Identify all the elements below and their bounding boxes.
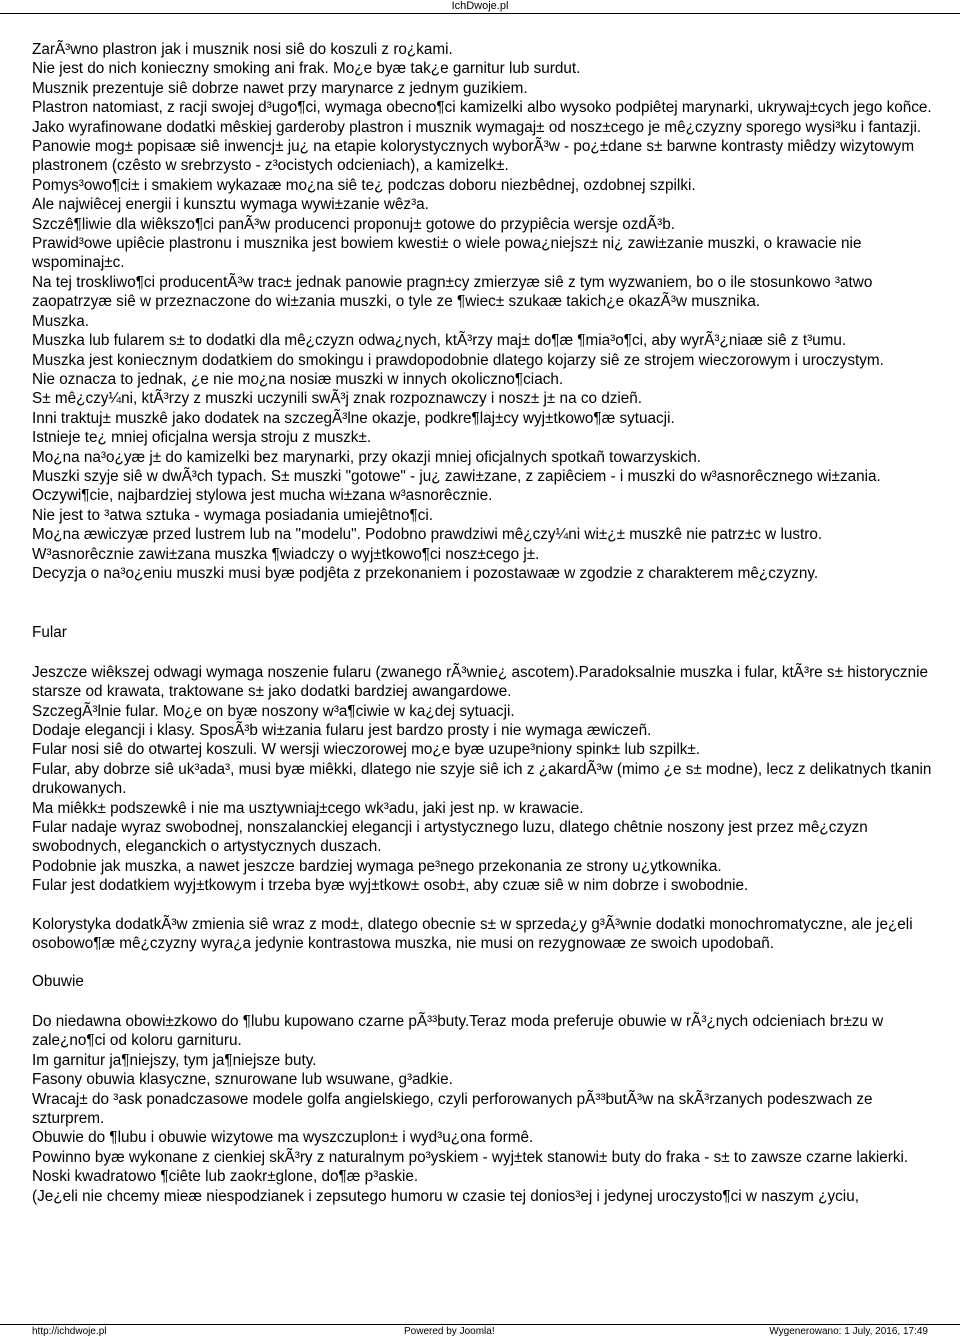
paragraph: Muszki szyje siê w dwÃ³ch typach. S± muszki "gotowe" - ju¿ zawi±zane, z zapiêciem - i muszki do w³asnorêcznego wi±zania. Oczywi¶cie, najbardziej stylowa jest mucha wi±zana w³asnorêcznie.	[32, 467, 881, 505]
page-footer	[32, 1326, 928, 1338]
section-kolorystyka	[32, 915, 942, 954]
paragraph: Powinno byæ wykonane z cienkiej skÃ³ry z naturalnym po³yskiem - wyj±tek stanowi± buty do fraka - s± to zawsze czarne lakierki.	[32, 1148, 909, 1166]
paragraph: Obuwie do ¶lubu i obuwie wizytowe ma wyszczuplon± i wyd³u¿ona formê.	[32, 1129, 534, 1147]
paragraph: Muszka jest koniecznym dodatkiem do smokingu i prawdopodobnie dlatego kojarzy siê ze strojem wieczorowym i uroczystym.	[32, 351, 884, 369]
paragraph: Fular nosi siê do otwartej koszuli. W wersji wieczorowej mo¿e byæ uzupe³niony spink± lub szpilk±.	[32, 741, 701, 759]
paragraph: Jako wyrafinowane dodatki mêskiej garderoby plastron i musznik wymagaj± od nosz±cego je mê¿czyzny sporego wysi³ku i fantazji.	[32, 118, 922, 136]
paragraph: Inni traktuj± muszkê jako dodatek na szczegÃ³lne okazje, podkre¶laj±cy wyj±tkowo¶æ sytuacji.	[32, 409, 675, 427]
paragraph: ZarÃ³wno plastron jak i musznik nosi siê do koszuli z ro¿kami.	[32, 41, 453, 58]
paragraph: Nie jest to ³atwa sztuka - wymaga posiadania umiejêtno¶ci.	[32, 506, 434, 524]
section-heading-fular: Fular	[32, 624, 67, 642]
paragraph: Istnieje te¿ mniej oficjalna wersja stroju z muszk±.	[32, 429, 372, 447]
paragraph: Mo¿na na³o¿yæ j± do kamizelki bez marynarki, przy okazji mniej oficjalnych spotkañ towarzyskich.	[32, 448, 701, 466]
header-divider	[0, 13, 960, 14]
paragraph: Fasony obuwia klasyczne, sznurowane lub wsuwane, g³adkie.	[32, 1071, 453, 1089]
paragraph: Nie oznacza to jednak, ¿e nie mo¿na nosiæ muszki w innych okoliczno¶ciach.	[32, 370, 564, 388]
paragraph: Szczê¶liwie dla wiêkszo¶ci panÃ³w producenci proponuj± gotowe do przypiêcia wersje ozdÃ³b.	[32, 215, 675, 233]
footer-powered-by: Powered by Joomla!	[404, 1326, 495, 1337]
paragraph: Podobnie jak muszka, a nawet jeszcze bardziej wymaga pe³nego przekonania ze strony u¿ytkownika.	[32, 857, 722, 875]
paragraph: Na tej troskliwo¶ci producentÃ³w trac± jednak panowie pragn±cy zmierzyæ siê z tym wyzwaniem, bo o ile stosunkowo ³atwo zaopatrzyæ siê w przeznaczone do wi±zania muszki, o tyle ze ¶wiec± szukaæ takich¿e okazÃ³w musznika.	[32, 273, 873, 311]
paragraph: Plastron natomiast, z racji swojej d³ugo¶ci, wymaga obecno¶ci kamizelki albo wysoko podpiêtej marynarki, ukrywaj±cych jego koñce.	[32, 99, 932, 117]
spacer	[32, 583, 942, 623]
spacer	[32, 643, 942, 663]
paragraph: Ma miêkk± podszewkê i nie ma usztywniaj±cego wk³adu, jaki jest np. w krawacie.	[32, 799, 584, 817]
paragraph: Kolorystyka dodatkÃ³w zmienia siê wraz z mod±, dlatego obecnie s± w sprzeda¿y g³Ã³wnie dodatki monochromatyczne, ale je¿eli osobowo¶æ mê¿czyzny wyra¿a jedynie kontrastowa muszka, nie musi on rezygnowaæ ze swoich upodobañ.	[32, 915, 913, 953]
paragraph: Pomys³owo¶ci± i smakiem wykazaæ mo¿na siê te¿ podczas doboru niezbêdnej, ozdobnej szpilki.	[32, 176, 696, 194]
site-header: IchDwoje.pl	[451, 0, 509, 12]
paragraph: Prawid³owe upiêcie plastronu i musznika jest bowiem kwesti± o wiele powa¿niejsz± ni¿ zawi±zanie muszki, o krawacie nie wspominaj±c.	[32, 235, 862, 272]
spacer	[32, 953, 942, 972]
paragraph: Ale najwiêcej energii i kunsztu wymaga wywi±zanie wêz³a.	[32, 196, 429, 214]
section-heading-obuwie: Obuwie	[32, 973, 84, 991]
footer-divider	[0, 1324, 960, 1325]
article-body	[32, 40, 942, 1206]
paragraph: Fular nadaje wyraz swobodnej, nonszalanckiej elegancji i artystycznego luzu, dlatego chêtnie noszony jest przez mê¿czyzn swobodnych, eleganckich o artystycznych duszach.	[32, 819, 868, 856]
paragraph: Mo¿na æwiczyæ przed lustrem lub na "modelu". Podobno prawdziwi mê¿czy¼ni wi±¿± muszkê nie patrz±c w lustro.	[32, 526, 823, 544]
section-obuwie	[32, 1012, 942, 1206]
paragraph: Wracaj± do ³ask ponadczasowe modele golfa angielskiego, czyli perforowanych pÃ³³butÃ³w na skÃ³rzanych podeszwach ze szturprem.	[32, 1090, 873, 1127]
paragraph: Dodaje elegancji i klasy. SposÃ³b wi±zania fularu jest bardzo prosty i nie wymaga æwiczeñ.	[32, 722, 652, 739]
paragraph: Panowie mog± popisaæ siê inwencj± ju¿ na etapie kolorystycznych wyborÃ³w - po¿±dane s± barwne kontrasty miêdzy wizytowym plastronem (czêsto w srebrzysto - z³ocistych odcieniach), a kamizelk±.	[32, 138, 915, 175]
footer-url[interactable]: http://ichdwoje.pl	[32, 1326, 107, 1337]
paragraph: Fular, aby dobrze siê uk³ada³, musi byæ miêkki, dlatego nie szyje siê ich z ¿akardÃ³w (mimo ¿e s± modne), lecz z delikatnych tkanin drukowanych.	[32, 760, 932, 798]
paragraph: Noski kwadratowo ¶ciête lub zaokr±glone, do¶æ p³askie.	[32, 1168, 419, 1186]
paragraph: Jeszcze wiêkszej odwagi wymaga noszenie fularu (zwanego rÃ³wnie¿ ascotem).Paradoksalnie muszka i fular, ktÃ³re s± historycznie starsze od krawata, traktowane s± jako dodatki bardziej awangardowe.	[32, 663, 928, 701]
paragraph: Muszka lub fularem s± to dodatki dla mê¿czyzn odwa¿nych, ktÃ³rzy maj± do¶æ ¶mia³o¶ci, aby wyrÃ³¿niaæ siê z t³umu.	[32, 332, 847, 350]
paragraph: Do niedawna obowi±zkowo do ¶lubu kupowano czarne pÃ³³buty.Teraz moda preferuje obuwie w rÃ³¿nych odcieniach br±zu w zale¿no¶ci od koloru garnituru.	[32, 1012, 884, 1050]
spacer	[32, 992, 942, 1012]
paragraph: S± mê¿czy¼ni, ktÃ³rzy z muszki uczynili swÃ³j znak rozpoznawczy i nosz± j± na co dzieñ.	[32, 390, 643, 408]
paragraph: Fular jest dodatkiem wyj±tkowym i trzeba byæ wyj±tkow± osob±, aby czuæ siê w nim dobrze i swobodnie.	[32, 877, 749, 895]
section-musznik	[32, 40, 942, 583]
paragraph: SzczegÃ³lnie fular. Mo¿e on byæ noszony w³a¶ciwie w ka¿dej sytuacji.	[32, 702, 515, 720]
paragraph: Nie jest do nich konieczny smoking ani frak. Mo¿e byæ tak¿e garnitur lub surdut.	[32, 60, 581, 78]
paragraph: Im garnitur ja¶niejszy, tym ja¶niejsze buty.	[32, 1051, 317, 1069]
footer-generated-date: Wygenerowano: 1 July, 2016, 17:49	[769, 1326, 928, 1337]
paragraph: Musznik prezentuje siê dobrze nawet przy marynarce z jednym guzikiem.	[32, 79, 528, 97]
paragraph: Decyzja o na³o¿eniu muszki musi byæ podjêta z przekonaniem i pozostawaæ w zgodzie z charakterem mê¿czyzny.	[32, 564, 819, 582]
section-fular	[32, 663, 942, 896]
paragraph: (Je¿eli nie chcemy mieæ niespodzianek i zepsutego humoru w czasie tej donios³ej i jedynej uroczysto¶ci w naszym ¿yciu,	[32, 1187, 859, 1205]
spacer	[32, 896, 942, 915]
paragraph: Muszka.	[32, 312, 89, 330]
paragraph: W³asnorêcznie zawi±zana muszka ¶wiadczy o wyj±tkowo¶ci nosz±cego j±.	[32, 545, 540, 563]
